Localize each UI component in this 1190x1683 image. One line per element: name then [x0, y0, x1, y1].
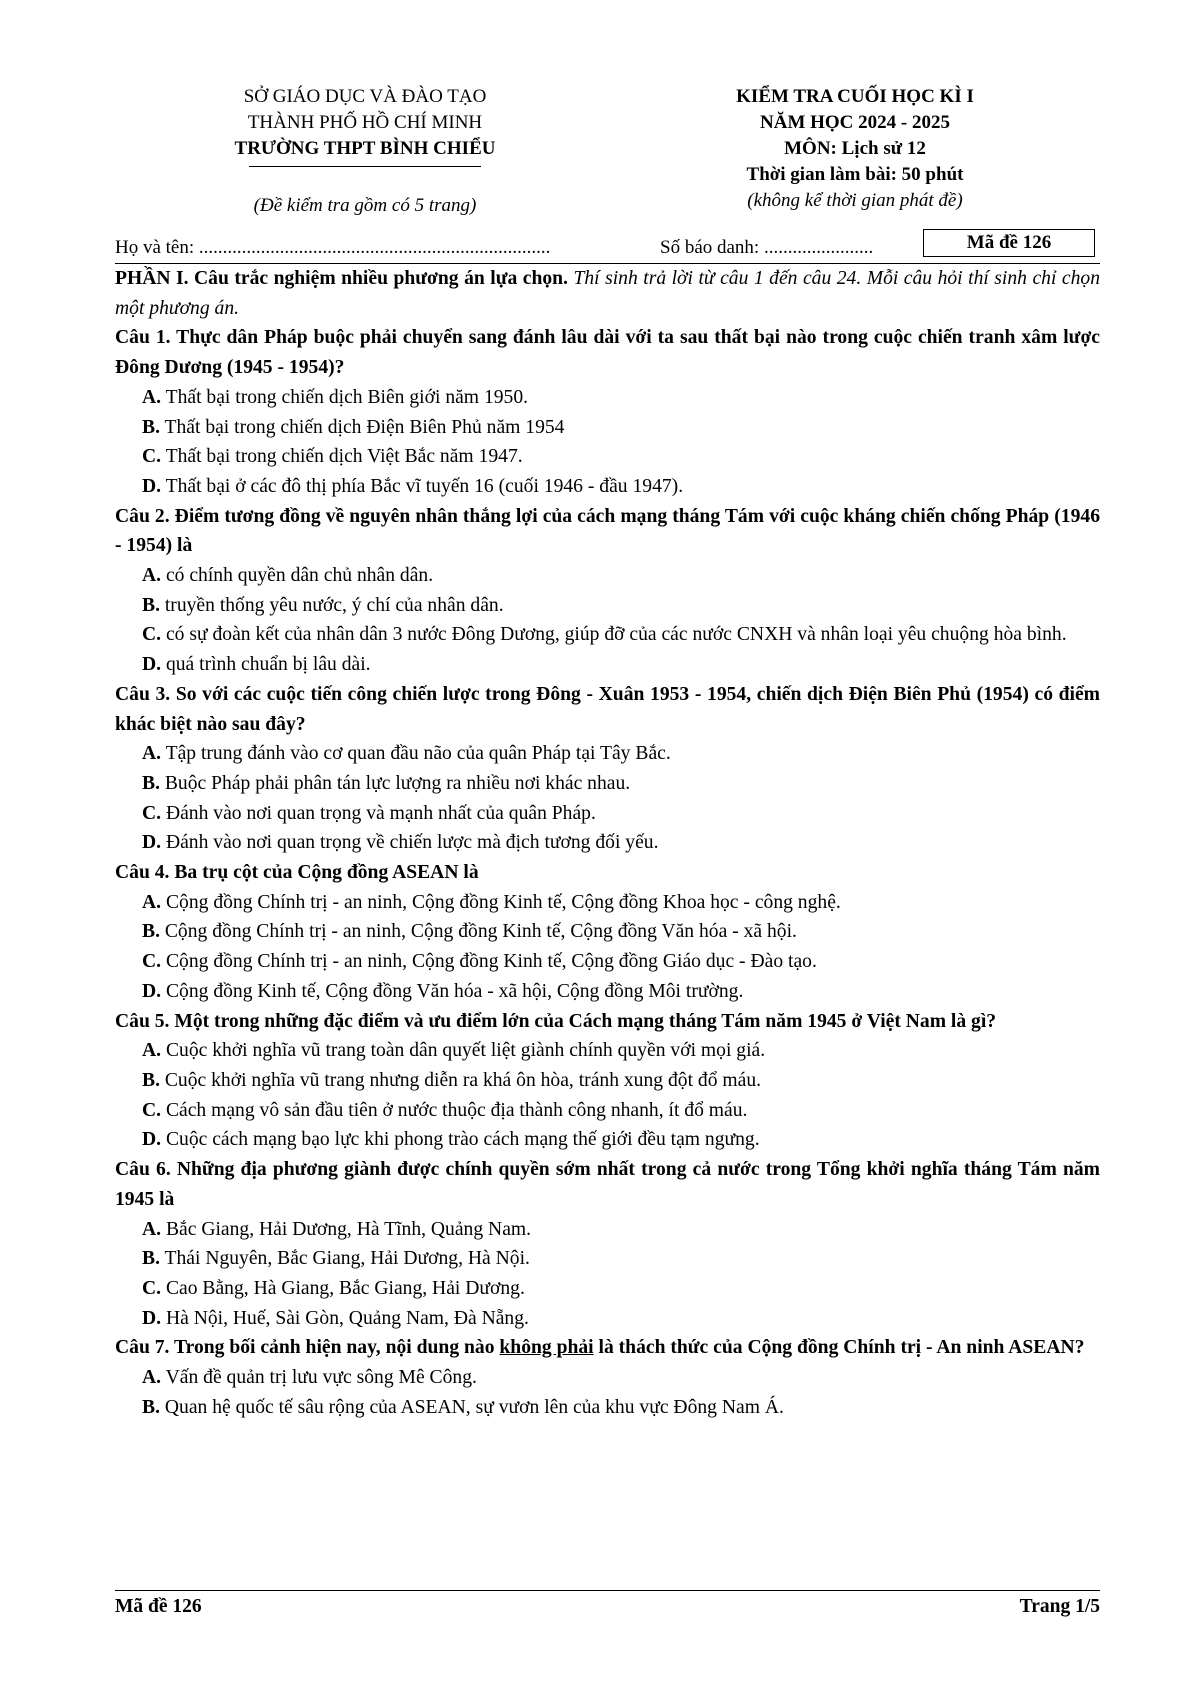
- option-letter: C.: [142, 802, 162, 824]
- part1-heading: [115, 264, 1100, 323]
- option-letter: B.: [142, 1248, 160, 1270]
- footer-page-number: Trang 1/5: [1019, 1596, 1100, 1617]
- answer-option: [115, 888, 1100, 918]
- answer-option: [115, 1274, 1100, 1304]
- answer-option: [115, 1036, 1100, 1066]
- answer-option: [115, 1096, 1100, 1126]
- option-letter: A.: [142, 1367, 162, 1389]
- school-underline: [249, 166, 481, 167]
- question-2: [115, 502, 1100, 680]
- q7-underlined: không phải: [499, 1337, 594, 1359]
- option-letter: D.: [142, 1307, 162, 1329]
- footer-row: [115, 1591, 1100, 1621]
- option-letter: D.: [142, 1129, 162, 1151]
- answer-option: [115, 1125, 1100, 1155]
- questions-body: [115, 264, 1100, 1422]
- question-6: [115, 1155, 1100, 1333]
- option-letter: A.: [142, 743, 162, 765]
- question-stem: Câu 5. Một trong những đặc điểm và ưu điểm lớn của Cách mạng tháng Tám năm 1945 ở Việt Nam là gì?: [115, 1010, 997, 1032]
- question-stem: Câu 6. Những địa phương giành được chính quyền sớm nhất trong cả nước trong Tổng khởi nghĩa tháng Tám năm 1945 là: [115, 1159, 1100, 1210]
- question-stem: [115, 1333, 1100, 1363]
- option-text: Cộng đồng Chính trị - an ninh, Cộng đồng Kinh tế, Cộng đồng Khoa học - công nghệ.: [161, 891, 841, 913]
- option-letter: B.: [142, 416, 160, 438]
- option-letter: B.: [142, 1069, 160, 1091]
- option-text: có sự đoàn kết của nhân dân 3 nước Đông Dương, giúp đỡ của các nước CNXH và nhân loại yêu chuộng hòa bình.: [161, 624, 1067, 646]
- option-text: Đánh vào nơi quan trọng và mạnh nhất của quân Pháp.: [161, 802, 596, 824]
- answer-option: [115, 769, 1100, 799]
- student-info-row: [115, 234, 1100, 262]
- answer-option: [115, 413, 1100, 443]
- option-text: Cuộc khởi nghĩa vũ trang nhưng diễn ra khá ôn hòa, tránh xung đột đổ máu.: [159, 1069, 762, 1091]
- answer-option: [115, 739, 1100, 769]
- school-name: TRƯỜNG THPT BÌNH CHIỂU: [234, 138, 496, 159]
- answer-option: [115, 650, 1100, 680]
- header-left: [115, 84, 615, 219]
- option-letter: B.: [142, 921, 160, 943]
- department-line: SỞ GIÁO DỤC VÀ ĐÀO TẠO: [243, 86, 487, 107]
- answer-option: [115, 917, 1100, 947]
- footer-exam-code: Mã đề 126: [115, 1596, 202, 1617]
- q7-stem-end: là thách thức của Cộng đồng Chính trị - An ninh ASEAN?: [593, 1337, 1085, 1359]
- option-text: Cộng đồng Chính trị - an ninh, Cộng đồng Kinh tế, Cộng đồng Giáo dục - Đào tạo.: [161, 951, 817, 973]
- option-text: Vấn đề quản trị lưu vực sông Mê Công.: [161, 1367, 477, 1389]
- option-text: có chính quyền dân chủ nhân dân.: [161, 565, 434, 587]
- student-id-field: Số báo danh: .......................: [660, 237, 874, 258]
- question-stem: Câu 3. So với các cuộc tiến công chiến lược trong Đông - Xuân 1953 - 1954, chiến dịch Điện Biên Phủ (1954) có điểm khác biệt nào sau đây?: [115, 683, 1100, 735]
- option-letter: B.: [142, 1396, 160, 1418]
- option-text: Thất bại trong chiến dịch Điện Biên Phủ năm 1954: [159, 416, 565, 438]
- answer-option: [115, 442, 1100, 472]
- question-stem: Câu 4. Ba trụ cột của Cộng đồng ASEAN là: [115, 862, 479, 884]
- option-text: Quan hệ quốc tế sâu rộng của ASEAN, sự vươn lên của khu vực Đông Nam Á.: [159, 1396, 784, 1418]
- answer-option: [115, 1304, 1100, 1334]
- option-letter: D.: [142, 980, 162, 1002]
- option-text: quá trình chuẩn bị lâu dài.: [161, 654, 371, 676]
- exam-header: [115, 84, 1100, 234]
- option-letter: A.: [142, 386, 162, 408]
- option-letter: D.: [142, 654, 162, 676]
- option-text: Buộc Pháp phải phân tán lực lượng ra nhiều nơi khác nhau.: [159, 772, 631, 794]
- answer-option: [115, 472, 1100, 502]
- question-stem: Câu 2. Điểm tương đồng về nguyên nhân thắng lợi của cách mạng tháng Tám với cuộc kháng chiến chống Pháp (1946 - 1954) là: [115, 505, 1100, 557]
- answer-option: [115, 1244, 1100, 1274]
- option-text: Cộng đồng Chính trị - an ninh, Cộng đồng Kinh tế, Cộng đồng Văn hóa - xã hội.: [159, 921, 797, 943]
- header-right: [605, 84, 1105, 214]
- option-text: Cuộc khởi nghĩa vũ trang toàn dân quyết liệt giành chính quyền với mọi giá.: [161, 1040, 766, 1062]
- option-letter: C.: [142, 1099, 162, 1121]
- answer-option: [115, 947, 1100, 977]
- option-text: Tập trung đánh vào cơ quan đầu não của quân Pháp tại Tây Bắc.: [161, 743, 671, 765]
- exam-code-box: Mã đề 126: [923, 229, 1095, 257]
- option-letter: A.: [142, 1040, 162, 1062]
- subject: MÔN: Lịch sử 12: [784, 138, 926, 159]
- exam-page: [115, 84, 1100, 1422]
- option-letter: A.: [142, 565, 162, 587]
- answer-option: [115, 561, 1100, 591]
- option-letter: C.: [142, 446, 162, 468]
- option-text: Hà Nội, Huế, Sài Gòn, Quảng Nam, Đà Nẵng.: [161, 1307, 529, 1329]
- option-letter: D.: [142, 475, 162, 497]
- school-year: NĂM HỌC 2024 - 2025: [760, 112, 950, 133]
- option-letter: C.: [142, 951, 162, 973]
- question-list: [115, 323, 1100, 1333]
- city-line: THÀNH PHỐ HỒ CHÍ MINH: [247, 112, 483, 133]
- answer-option: [115, 1393, 1100, 1423]
- question-4: [115, 858, 1100, 1007]
- answer-option: [115, 828, 1100, 858]
- option-text: Thất bại trong chiến dịch Biên giới năm 1950.: [161, 386, 529, 408]
- answer-option: [115, 383, 1100, 413]
- q7-stem-start: Câu 7. Trong bối cảnh hiện nay, nội dung nào: [115, 1337, 500, 1359]
- question-5: [115, 1007, 1100, 1156]
- option-text: Bắc Giang, Hải Dương, Hà Tĩnh, Quảng Nam.: [161, 1218, 532, 1240]
- option-text: Đánh vào nơi quan trọng về chiến lược mà địch tương đối yếu.: [161, 832, 659, 854]
- option-text: Cuộc cách mạng bạo lực khi phong trào cách mạng thế giới đều tạm ngưng.: [161, 1129, 760, 1151]
- answer-option: [115, 620, 1100, 650]
- answer-option: [115, 591, 1100, 621]
- option-letter: A.: [142, 1218, 162, 1240]
- student-name-field: Họ và tên: ..........................................................................: [115, 237, 551, 258]
- option-text: Cao Bằng, Hà Giang, Bắc Giang, Hải Dương.: [161, 1277, 525, 1299]
- answer-option: [115, 977, 1100, 1007]
- option-letter: B.: [142, 772, 160, 794]
- option-text: Thất bại ở các đô thị phía Bắc vĩ tuyến 16 (cuối 1946 - đầu 1947).: [161, 475, 684, 497]
- answer-option: [115, 1066, 1100, 1096]
- option-letter: C.: [142, 624, 162, 646]
- option-letter: C.: [142, 1277, 162, 1299]
- option-letter: A.: [142, 891, 162, 913]
- time-limit: Thời gian làm bài: 50 phút: [746, 164, 964, 185]
- option-text: Thái Nguyên, Bắc Giang, Hải Dương, Hà Nội.: [159, 1248, 530, 1270]
- page-count-note: (Đề kiểm tra gồm có 5 trang): [253, 195, 477, 216]
- option-text: Thất bại trong chiến dịch Việt Bắc năm 1947.: [161, 446, 523, 468]
- option-text: Cộng đồng Kinh tế, Cộng đồng Văn hóa - xã hội, Cộng đồng Môi trường.: [161, 980, 744, 1002]
- question-7: [115, 1333, 1100, 1422]
- part1-instruction: Thí sinh trả lời từ câu 1 đến câu 24. Mỗi câu hỏi thí sinh chỉ chọn một phương án.: [115, 268, 1100, 319]
- option-letter: B.: [142, 594, 160, 616]
- time-note: (không kể thời gian phát đề): [747, 190, 963, 211]
- option-text: truyền thống yêu nước, ý chí của nhân dân.: [159, 594, 504, 616]
- option-letter: D.: [142, 832, 162, 854]
- answer-option: [115, 1215, 1100, 1245]
- question-stem: Câu 1. Thực dân Pháp buộc phải chuyển sang đánh lâu dài với ta sau thất bại nào trong cuộc chiến tranh xâm lược Đông Dương (1945 - 1954)?: [115, 327, 1100, 379]
- question-1: [115, 323, 1100, 501]
- question-3: [115, 680, 1100, 858]
- answer-option: [115, 1363, 1100, 1393]
- part1-title: PHẦN I. Câu trắc nghiệm nhiều phương án lựa chọn.: [115, 268, 568, 289]
- option-text: Cách mạng vô sản đầu tiên ở nước thuộc địa thành công nhanh, ít đổ máu.: [161, 1099, 748, 1121]
- answer-option: [115, 799, 1100, 829]
- page-footer: [115, 1590, 1100, 1621]
- exam-title: KIỂM TRA CUỐI HỌC KÌ I: [736, 86, 974, 107]
